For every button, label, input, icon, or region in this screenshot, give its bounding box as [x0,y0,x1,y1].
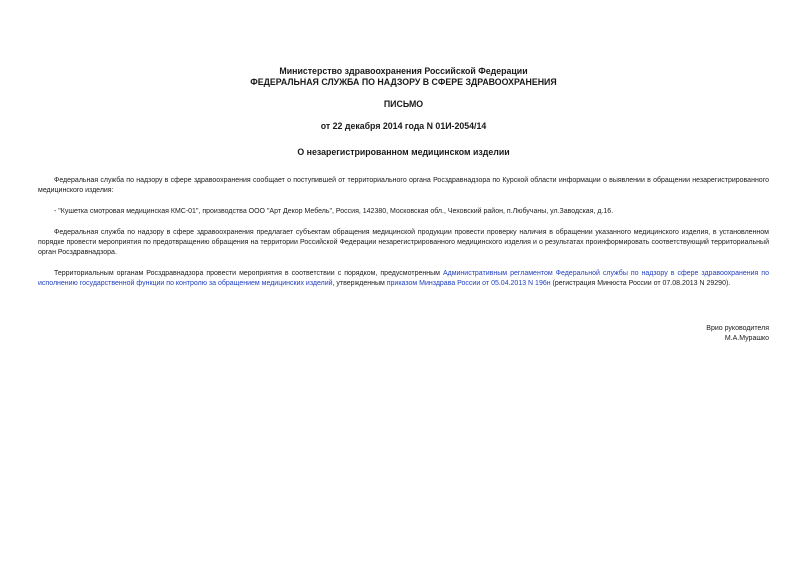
service-name: ФЕДЕРАЛЬНАЯ СЛУЖБА ПО НАДЗОРУ В СФЕРЕ ЗДРАВООХРАНЕНИЯ [250,77,557,87]
paragraph-3: Федеральная служба по надзору в сфере здравоохранения предлагает субъектам обращения медицинской продукции провести проверку наличия в обращении указанного медицинского изделия, в установленном порядке провести мероприятия по предотвращению обращения на территории Российской Федерации незарегистрированного медицинского изделия и о результатах проинформировать соответствующий территориальный орган Росздравнадзора. [38,229,769,256]
signatory-position: Врио руководителя [706,325,769,332]
regulation-link[interactable]: Административным регламентом Федеральной службы по надзору в сфере здравоохранения по исполнению государственной функции по контролю за обращением медицинских изделий [38,270,769,287]
paragraph-1: Федеральная служба по надзору в сфере здравоохранения сообщает о поступившей от территориального органа Росздравнадзора по Курской области информации о выявлении в обращении незарегистрированного медицинского изделия: [38,177,769,194]
paragraph-4 [38,269,769,289]
signature-block [706,324,769,344]
document-type: ПИСЬМО [383,99,424,109]
document-page [38,66,769,342]
order-link[interactable]: приказом Минздрава России от 05.04.2013 N 196н [386,280,551,287]
document-date: от 22 декабря 2014 года N 01И-2054/14 [320,121,487,131]
document-header [38,66,769,88]
paragraph-4-text-2: , утвержденным [332,280,387,287]
paragraph-4-text-1: Территориальным органам Росздравнадзора провести мероприятия в соответствии с порядком, предусмотренным [54,270,443,277]
signatory-name: М.А.Мурашко [724,335,769,342]
paragraph-4-text-3: (регистрация Минюста России от 07.08.2013 N 29290). [550,280,731,287]
ministry-name: Министерство здравоохранения Российской Федерации [279,66,528,76]
document-title: О незарегистрированном медицинском изделии [297,147,510,157]
document-body [38,176,769,289]
paragraph-2-device-item: - "Кушетка смотровая медицинская КМС-01", производства ООО "Арт Декор Мебель", Россия, 142380, Московская обл., Чеховский район, п.Любучаны, ул.Заводская, д.16. [54,208,614,215]
